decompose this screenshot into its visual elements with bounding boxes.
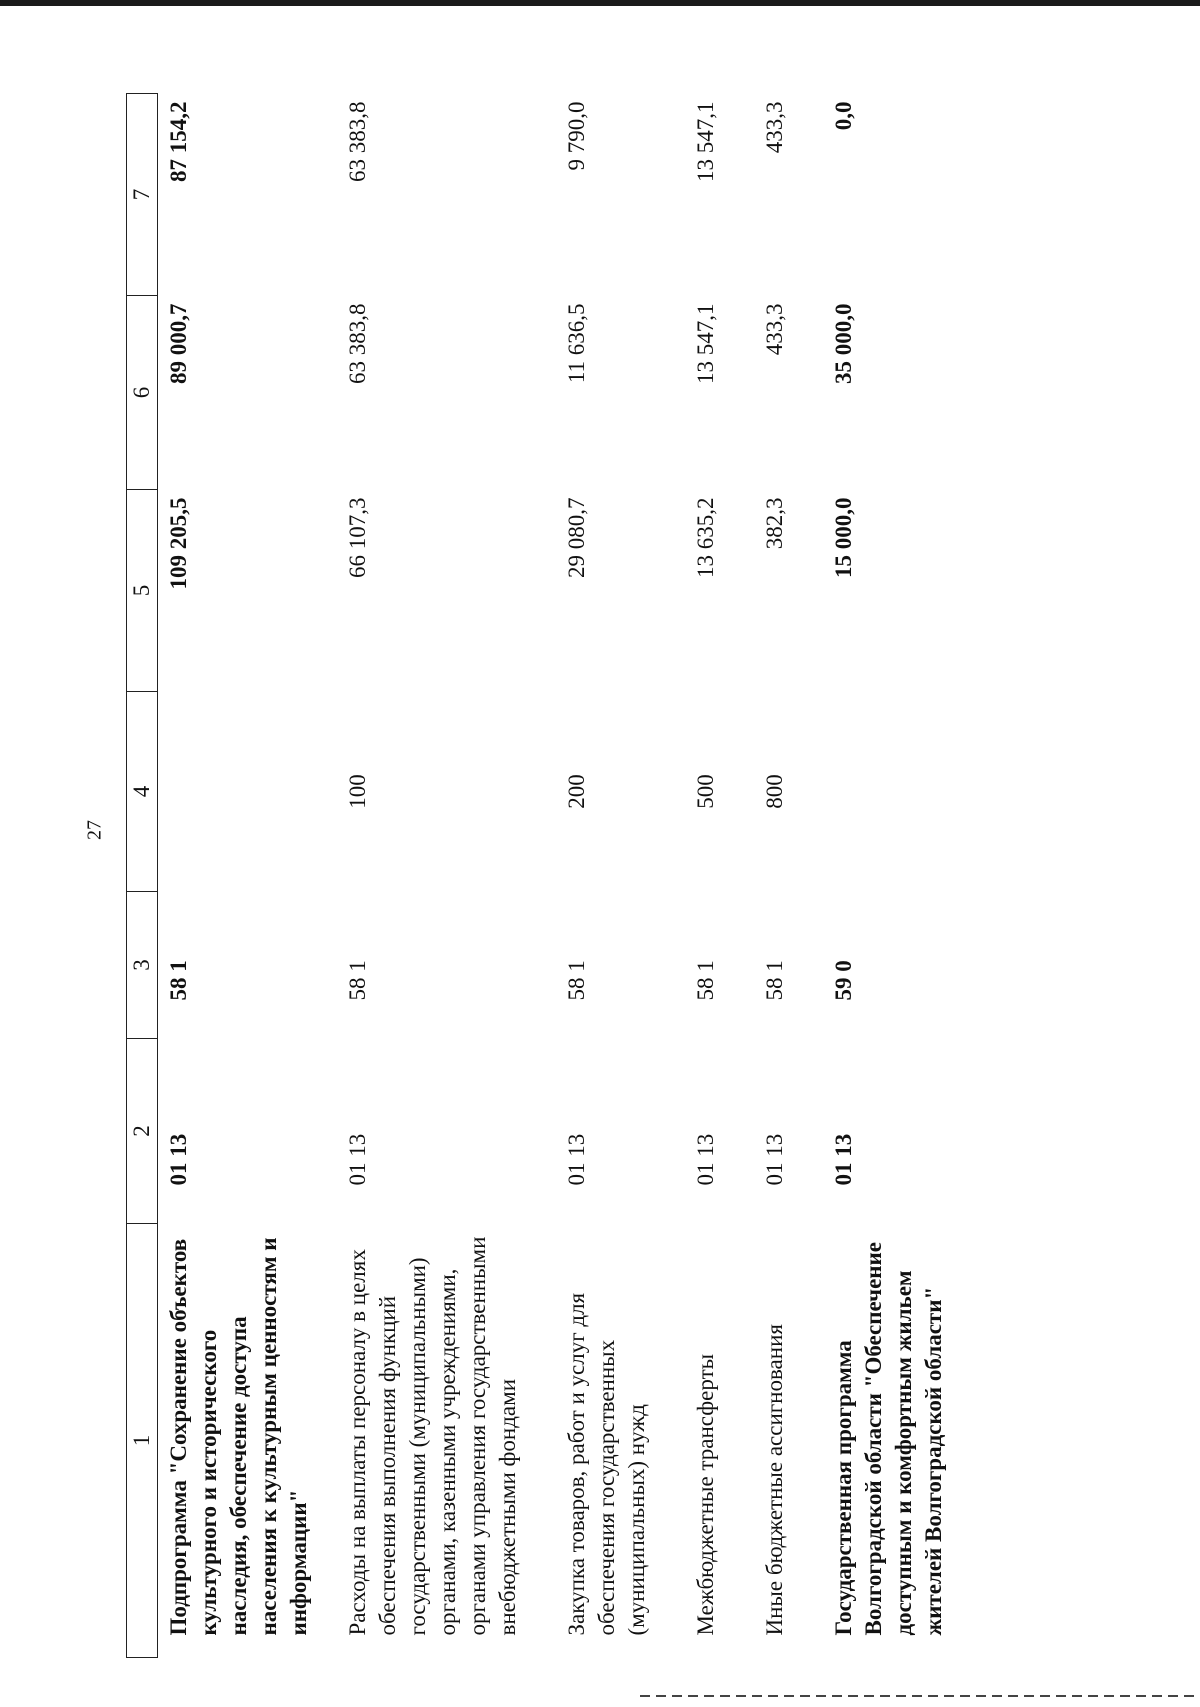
budget-table-rotated (126, 94, 1150, 1658)
row-name: Расходы на выплаты персоналу в целях обеспечения выполнения функций государственными (муниципальными) органами, казенными учреждениями, органами управления государственными внебюджетными фондами (345, 1236, 520, 1636)
table-row (754, 94, 823, 1658)
row-type: 200 (564, 774, 589, 809)
scan-edge-bottom (640, 1695, 1200, 1697)
header-row (127, 94, 158, 1658)
row-type (158, 692, 338, 892)
table-row (158, 94, 338, 1658)
table-row (823, 94, 970, 1658)
budget-table-grid (126, 93, 970, 1658)
row-type: 800 (762, 774, 787, 809)
row-target: 58 1 (762, 960, 787, 1001)
row-value-col7: 87 154,2 (166, 101, 191, 182)
row-value-col5: 15 000,0 (831, 497, 856, 578)
row-value-col6: 13 547,1 (693, 303, 718, 384)
row-type: 100 (345, 774, 370, 809)
row-value-col5: 66 107,3 (345, 497, 370, 578)
row-target: 58 1 (564, 960, 589, 1001)
row-value-col7: 63 383,8 (345, 101, 370, 182)
row-value-col5: 13 635,2 (693, 497, 718, 578)
row-name: Закупка товаров, работ и услуг для обеспечения государственных (муниципальных) нужд (564, 1292, 649, 1636)
row-value-col7: 13 547,1 (693, 101, 718, 182)
row-value-col5: 109 205,5 (166, 497, 191, 590)
row-section: 01 13 (166, 1133, 191, 1186)
row-value-col7: 0,0 (831, 101, 856, 131)
header-col-3: 3 (127, 892, 158, 1039)
header-col-7: 7 (127, 94, 158, 296)
header-col-1: 1 (127, 1224, 158, 1658)
header-col-4: 4 (127, 692, 158, 892)
row-name: Межбюджетные трансферты (693, 1353, 718, 1636)
row-value-col6: 63 383,8 (345, 303, 370, 384)
table-row (685, 94, 754, 1658)
row-value-col7: 9 790,0 (564, 101, 589, 171)
row-section: 01 13 (564, 1133, 589, 1186)
row-target: 59 0 (831, 960, 856, 1001)
row-value-col7: 433,3 (762, 101, 787, 154)
scan-edge-top (0, 0, 1200, 6)
header-col-6: 6 (127, 296, 158, 490)
row-type (823, 692, 970, 892)
row-name: Иные бюджетные ассигнования (762, 1324, 787, 1636)
budget-table (126, 94, 1150, 1658)
row-target: 58 1 (693, 960, 718, 1001)
row-section: 01 13 (345, 1133, 370, 1186)
row-value-col6: 35 000,0 (831, 303, 856, 384)
row-target: 58 1 (166, 960, 191, 1001)
row-value-col5: 29 080,7 (564, 497, 589, 578)
table-row (337, 94, 556, 1658)
header-col-5: 5 (127, 490, 158, 692)
row-name: Государственная программа Волгоградской области "Обеспечение доступным и комфортным жильем жителей Волгоградской области" (831, 1241, 946, 1636)
row-name: Подпрограмма "Сохранение объектов культурного и исторического наследия, обеспечение доступа населения к культурным ценностям и информации" (166, 1237, 311, 1636)
row-value-col6: 89 000,7 (166, 303, 191, 384)
row-value-col6: 11 636,5 (564, 303, 589, 384)
page-number: 27 (83, 820, 106, 840)
row-value-col6: 433,3 (762, 303, 787, 356)
row-section: 01 13 (831, 1133, 856, 1186)
row-value-col5: 382,3 (762, 497, 787, 550)
table-row (556, 94, 685, 1658)
row-section: 01 13 (693, 1133, 718, 1186)
row-type: 500 (693, 774, 718, 809)
row-target: 58 1 (345, 960, 370, 1001)
header-col-2: 2 (127, 1039, 158, 1224)
row-section: 01 13 (762, 1133, 787, 1186)
